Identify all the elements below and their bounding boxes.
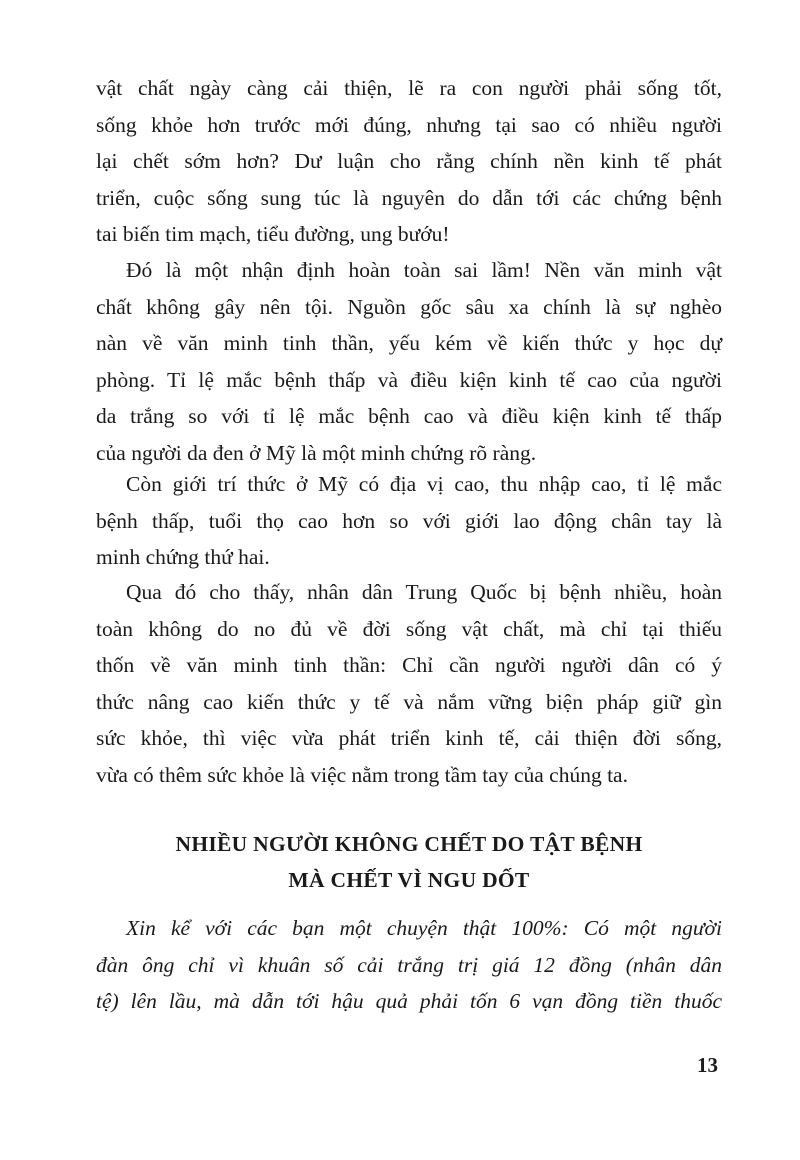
text-line: của người da đen ở Mỹ là một minh chứng rõ ràng. [96,440,537,465]
text-line: sức khỏe, thì việc vừa phát triển kinh tế, cải thiện đời sống, [96,726,722,750]
text-line: Đó là một nhận định hoàn toàn sai lầm! Nền văn minh vật [126,258,722,282]
heading-line-1: NHIỀU NGƯỜI KHÔNG CHẾT DO TẬT BỆNH [175,832,643,856]
text-line: minh chứng thứ hai. [96,545,270,569]
text-line: chất không gây nên tội. Nguồn gốc sâu xa chính là sự nghèo [96,294,722,319]
page-number: 13 [697,1053,718,1077]
italic-line: đàn ông chỉ vì khuân số cải trắng trị giá 12 đồng (nhân dân [96,952,722,977]
italic-intro [96,910,722,1020]
paragraph-1 [96,70,722,253]
text-line: Còn giới trí thức ở Mỹ có địa vị cao, thu nhập cao, tỉ lệ mắc [126,472,722,496]
italic-line: tệ) lên lầu, mà dẫn tới hậu quả phải tốn 6 vạn đồng tiền thuốc [96,989,722,1013]
section-heading [96,826,722,898]
text-line: da trắng so với tỉ lệ mắc bệnh cao và điều kiện kinh tế thấp [96,404,722,428]
text-line: phòng. Tỉ lệ mắc bệnh thấp và điều kiện kinh tế cao của người [96,367,722,392]
paragraph-2 [96,252,722,471]
paragraph-3 [96,466,722,576]
text-line: vật chất ngày càng cải thiện, lẽ ra con người phải sống tốt, [96,76,722,100]
paragraph-4 [96,574,722,793]
text-line: lại chết sớm hơn? Dư luận cho rằng chính nền kinh tế phát [96,149,722,173]
text-line: vừa có thêm sức khỏe là việc nằm trong tầm tay của chúng ta. [96,762,628,787]
text-line: tai biến tim mạch, tiểu đường, ung bướu! [96,222,450,246]
text-line: thức nâng cao kiến thức y tế và nắm vững biện pháp giữ gìn [96,689,722,714]
heading-line-2: MÀ CHẾT VÌ NGU DỐT [288,868,530,892]
text-line: sống khỏe hơn trước mới đúng, nhưng tại sao có nhiều người [96,112,722,137]
text-line: bệnh thấp, tuổi thọ cao hơn so với giới lao động chân tay là [96,508,722,533]
text-line: nàn về văn minh tinh thần, yếu kém về kiến thức y học dự [96,331,722,355]
italic-line: Xin kể với các bạn một chuyện thật 100%: Có một người [126,916,722,940]
text-line: triển, cuộc sống sung túc là nguyên do dẫn tới các chứng bệnh [96,185,722,210]
text-line: toàn không do no đủ về đời sống vật chất, mà chỉ tại thiếu [96,616,722,641]
text-line: thốn về văn minh tinh thần: Chỉ cần người người dân có ý [96,653,722,677]
text-line: Qua đó cho thấy, nhân dân Trung Quốc bị bệnh nhiều, hoàn [126,580,722,604]
